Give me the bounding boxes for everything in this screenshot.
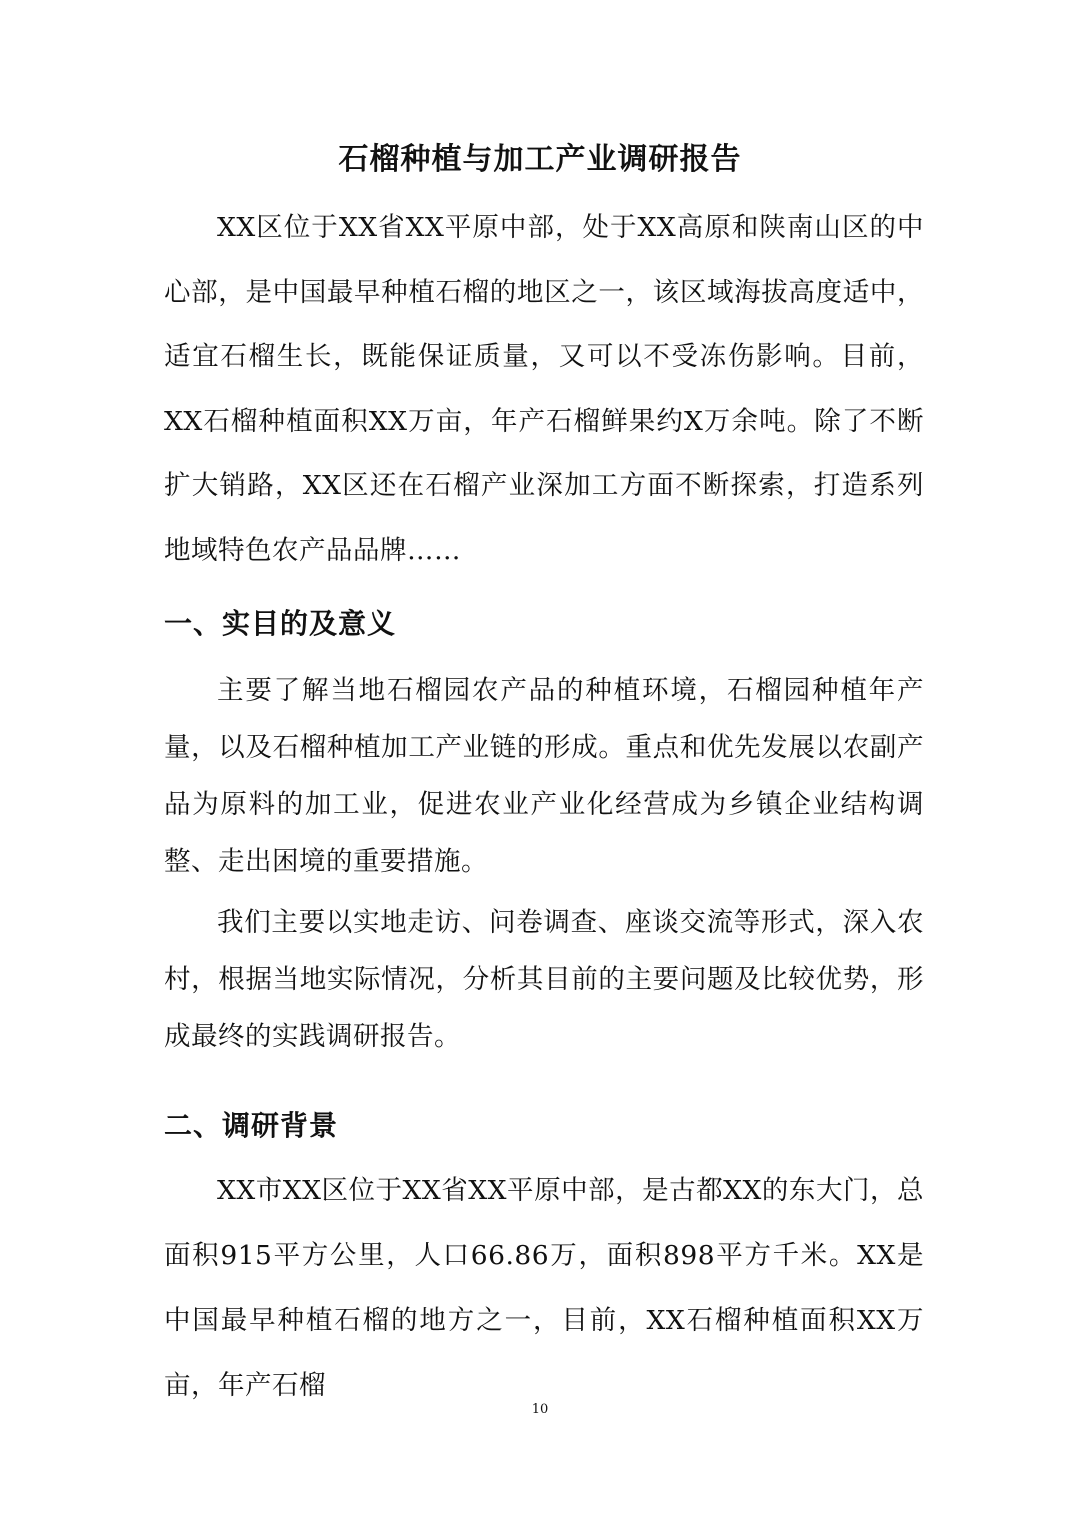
purpose-paragraph-2: 我们主要以实地走访、问卷调查、座谈交流等形式，深入农村，根据当地实际情况，分析其目前的主要问题及比较优势，形成最终的实践调研报告。: [164, 907, 924, 1052]
section-heading-purpose: 一、实目的及意义: [164, 607, 397, 640]
purpose-paragraph-1: 主要了解当地石榴园农产品的种植环境，石榴园种植年产量，以及石榴种植加工产业链的形成。重点和优先发展以农副产品为原料的加工业，促进农业产业化经营成为乡镇企业结构调整、走出困境的重要措施。: [164, 675, 924, 877]
document-title: 石榴种植与加工产业调研报告: [338, 142, 742, 177]
background-paragraph: XX市XX区位于XX省XX平原中部，是古都XX的东大门，总面积915平方公里，人口66.86万，面积898平方千米。XX是中国最早种植石榴的地方之一，目前，XX石榴种植面积XX万亩，年产石榴: [164, 1175, 924, 1401]
page-number: 10: [531, 1402, 549, 1417]
intro-paragraph: XX区位于XX省XX平原中部，处于XX高原和陕南山区的中心部，是中国最早种植石榴的地区之一，该区域海拔高度适中，适宜石榴生长，既能保证质量，又可以不受冻伤影响。目前，XX石榴种植面积XX万亩，年产石榴鲜果约X万余吨。除了不断扩大销路，XX区还在石榴产业深加工方面不断探索，打造系列地域特色农产品品牌……: [164, 212, 924, 566]
section-heading-background: 二、调研背景: [164, 1109, 339, 1142]
